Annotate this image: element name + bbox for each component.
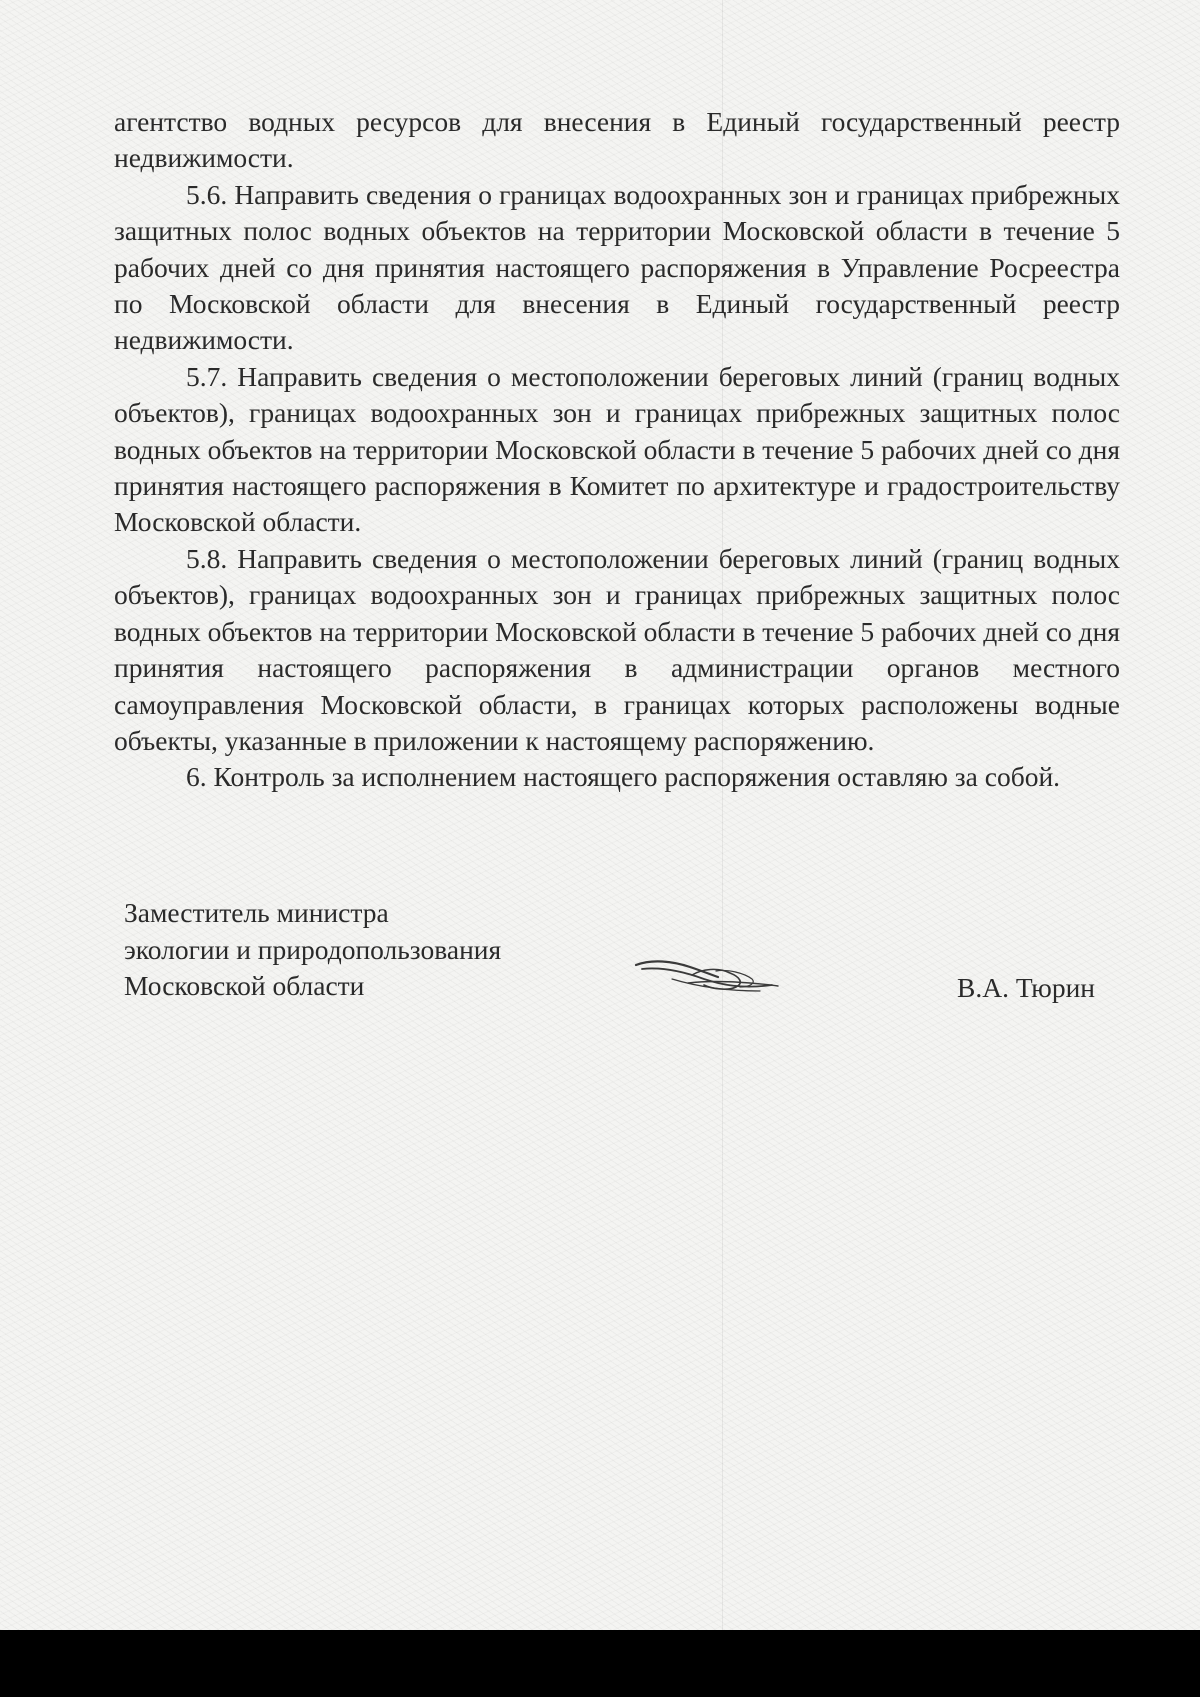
paragraph-5-8: 5.8. Направить сведения о местоположении береговых линий (границ водных объектов), границах водоохранных зон и границах прибрежных защитных полос водных объектов на территории Московской области в течение 5 рабочих дней со дня принятия настоящего распоряжения в администрации органов местного самоуправления Московской области, в границах которых расположены водные объекты, указанные в приложении к настоящему распоряжению. — [114, 542, 1120, 756]
signatory-name: В.А. Тюрин — [957, 972, 1095, 1003]
signatory-title-line: экологии и природопользования — [124, 933, 502, 965]
handwritten-signature — [632, 955, 782, 1001]
paragraph-5-6: 5.6. Направить сведения о границах водоохранных зон и границах прибрежных защитных полос водных объектов на территории Московской области в течение 5 рабочих дней со дня принятия настоящего распоряжения в Управление Росреестра по Московской области для внесения в Единый государственный реестр недвижимости. — [114, 178, 1120, 356]
scan-bottom-edge — [0, 1630, 1200, 1697]
signatory-title-line: Московской области — [124, 970, 365, 1002]
paragraph-continuation: агентство водных ресурсов для внесения в Единый государственный реестр недвижимости. — [114, 106, 1120, 174]
paragraph-5-7: 5.7. Направить сведения о местоположении береговых линий (границ водных объектов), границах водоохранных зон и границах прибрежных защитных полос водных объектов на территории Московской области в течение 5 рабочих дней со дня принятия настоящего распоряжения в Комитет по архитектуре и градостроительству Московской области. — [114, 360, 1120, 538]
signatory-title — [124, 895, 501, 1005]
document-body — [114, 104, 1120, 796]
paragraph-6: 6. Контроль за исполнением настоящего распоряжения оставляю за собой. — [186, 761, 1061, 793]
signatory-title-line: Заместитель министра — [124, 897, 389, 928]
